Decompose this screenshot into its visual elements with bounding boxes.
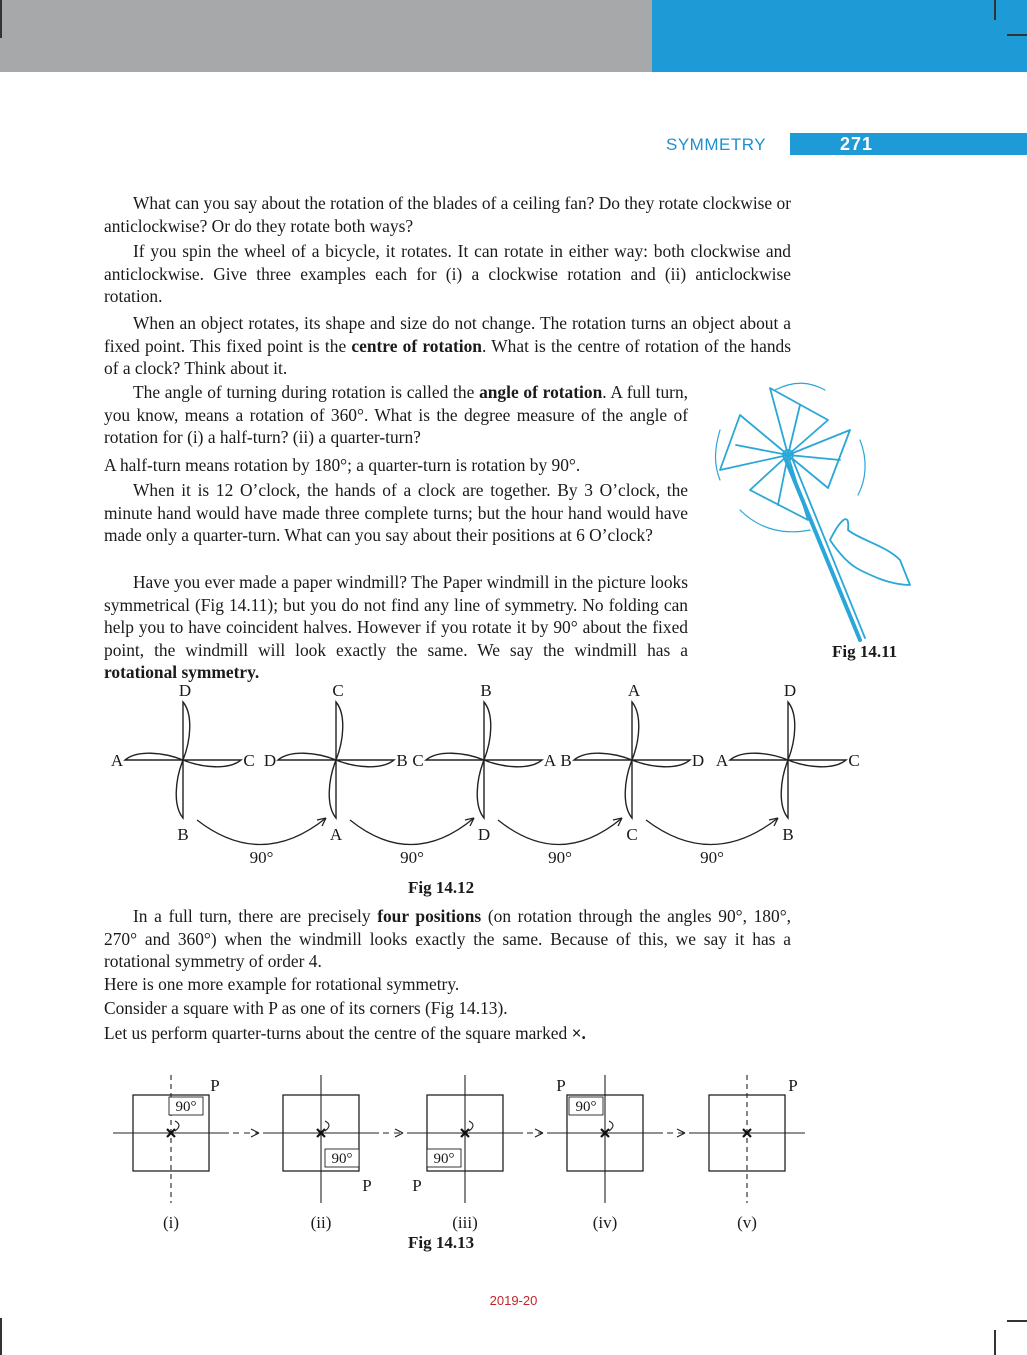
windmill-blade	[477, 760, 484, 818]
windmill-label-left: D	[263, 751, 277, 770]
windmill-blade	[632, 760, 690, 767]
windmill-blade	[781, 760, 788, 818]
windmill-blade	[125, 753, 183, 760]
angle-label: 90°	[249, 848, 274, 867]
windmill-blade	[788, 702, 795, 760]
corner-label-P: P	[210, 1076, 220, 1095]
windmill-label-top: C	[332, 681, 344, 700]
square-3	[407, 1075, 523, 1232]
rotation-arrow	[175, 1121, 179, 1131]
square-5	[689, 1075, 805, 1232]
windmill-blade	[574, 753, 632, 760]
square-rotation-figure	[0, 1070, 1027, 1230]
crop-mark	[994, 0, 996, 20]
square-label: (iv)	[592, 1213, 618, 1232]
windmill-2	[264, 681, 408, 844]
corner-label-P: P	[412, 1176, 422, 1195]
angle-label: 90°	[331, 1151, 353, 1167]
windmill-label-right: D	[691, 751, 705, 770]
paragraph-quarter-turns: Let us perform quarter-turns about the centre of the square marked ×.	[104, 1023, 586, 1043]
windmill-blade	[730, 753, 788, 760]
paragraph-angle-of-rotation: The angle of turning during rotation is called the angle of rotation. A full turn, you know, means a rotation of 360°. What is the degree measure of the angle of rotation for (i) a half-turn? (ii) a quarter-turn?	[104, 382, 689, 448]
paragraph-ceiling-fan: What can you say about the rotation of the blades of a ceiling fan? Do they rotate clockwise or anticlockwise? Or do they rotate both ways?	[104, 193, 791, 236]
windmill-label-right: C	[848, 751, 860, 770]
term-rotational-symmetry: rotational symmetry.	[104, 662, 260, 683]
square-label: (iii)	[452, 1213, 478, 1232]
paragraph-half-turn: A half-turn means rotation by 180°; a quarter-turn is rotation by 90°.	[104, 455, 581, 475]
rotation-arrow	[609, 1121, 613, 1131]
windmill-blade	[176, 760, 183, 818]
square-4	[547, 1075, 663, 1232]
angle-label: 90°	[700, 848, 724, 867]
windmill-label-bottom: B	[177, 825, 189, 844]
windmill-label-left: A	[110, 751, 124, 770]
figure-caption-14-13: Fig 14.13	[408, 1233, 475, 1252]
header-band-gray	[0, 0, 652, 72]
windmill-label-top: D	[783, 681, 797, 700]
windmill-label-left: A	[715, 751, 729, 770]
paragraph-centre-of-rotation: When an object rotates, its shape and size do not change. The rotation turns an object about a fixed point. This fixed point is the centre of rotation. What is the centre of rotation of the hands of a clock? Think about it.	[104, 313, 791, 379]
windmill-blade	[336, 760, 394, 767]
rotation-arc	[197, 818, 326, 845]
paragraph-four-positions: In a full turn, there are precisely four positions (on rotation through the angles 90°, 180°, 270° and 360°) when the windmill looks exactly the same. Because of this, we say it has a rotational symmetry of order 4.	[104, 906, 791, 972]
figure-caption-14-11: Fig 14.11	[832, 642, 898, 661]
angle-label: 90°	[575, 1099, 597, 1115]
square-label: (ii)	[310, 1213, 332, 1232]
page-number: 271	[790, 133, 1027, 155]
rotation-arc	[498, 818, 622, 845]
windmill-1	[111, 681, 255, 844]
windmill-blade	[336, 702, 343, 760]
crop-mark	[1007, 1320, 1027, 1322]
rotation-arrow	[325, 1121, 329, 1131]
rotation-arc	[646, 818, 778, 845]
square-label: (v)	[737, 1213, 757, 1232]
windmill-blade	[484, 760, 542, 767]
pinwheel-illustration	[700, 370, 920, 650]
angle-label: 90°	[433, 1151, 455, 1167]
crop-mark	[1007, 34, 1027, 36]
corner-label-P: P	[556, 1076, 566, 1095]
windmill-blade	[426, 753, 484, 760]
square-1	[113, 1075, 229, 1232]
term-centre-of-rotation: centre of rotation	[351, 335, 482, 356]
windmill-label-right: C	[243, 751, 255, 770]
windmill-label-top: B	[480, 681, 492, 700]
windmill-label-left: B	[560, 751, 572, 770]
paragraph-one-more-example: Here is one more example for rotational symmetry.	[104, 974, 460, 994]
term-angle-of-rotation: angle of rotation	[479, 382, 603, 402]
windmill-3	[412, 681, 557, 844]
windmill-5	[716, 681, 860, 844]
windmill-label-bottom: B	[782, 825, 794, 844]
windmill-blade	[329, 760, 336, 818]
corner-label-P: P	[362, 1176, 372, 1195]
windmill-label-left: C	[412, 751, 424, 770]
windmill-blade	[484, 702, 491, 760]
corner-label-P: P	[788, 1076, 798, 1095]
windmill-label-top: D	[178, 681, 192, 700]
windmill-label-right: B	[396, 751, 408, 770]
paragraph-clock-hands: When it is 12 O’clock, the hands of a clock are together. By 3 O’clock, the minute hand would have made three complete turns; but the hour hand would have made only a quarter-turn. What can you say about their positions at 6 O’clock?	[104, 480, 688, 546]
term-four-positions: four positions	[377, 906, 482, 926]
windmill-blade	[278, 753, 336, 760]
footer-year: 2019-20	[489, 1293, 538, 1308]
header-band-blue	[652, 0, 1027, 72]
rotation-arc	[350, 818, 474, 845]
windmill-label-top: A	[627, 681, 641, 700]
windmill-4	[560, 681, 704, 844]
angle-label: 90°	[400, 848, 424, 867]
angle-label: 90°	[175, 1099, 197, 1115]
rotation-arrow	[469, 1121, 473, 1131]
windmill-blade	[625, 760, 632, 818]
windmill-label-bottom: C	[626, 825, 638, 844]
running-header-title: SYMMETRY	[666, 135, 767, 154]
windmill-label-bottom: A	[329, 825, 343, 844]
windmill-label-right: A	[543, 751, 557, 770]
angle-label: 90°	[548, 848, 572, 867]
windmill-blade	[788, 760, 846, 767]
windmill-blade	[183, 760, 241, 767]
paragraph-paper-windmill: Have you ever made a paper windmill? The Paper windmill in the picture looks symmetrical (Fig 14.11); but you do not find any line of symmetry. No folding can help you to have coincident halves. However if you rotate it by 90° about the fixed point, the windmill will look exactly the same. We say the windmill has a rotational symmetry.	[104, 572, 688, 683]
windmill-blade	[632, 702, 639, 760]
square-2	[263, 1075, 379, 1232]
figure-caption-14-12: Fig 14.12	[408, 878, 475, 897]
paragraph-consider-square: Consider a square with P as one of its corners (Fig 14.13).	[104, 998, 508, 1018]
windmill-rotation-figure	[0, 680, 1027, 900]
crop-mark	[0, 1318, 2, 1355]
square-label: (i)	[162, 1213, 180, 1232]
windmill-label-bottom: D	[477, 825, 491, 844]
crop-mark	[994, 1330, 996, 1355]
paragraph-bicycle-wheel: If you spin the wheel of a bicycle, it rotates. It can rotate in either way: both clockwise and anticlockwise. Give three examples each for (i) a clockwise rotation and (ii) anticlockwise rotation.	[104, 241, 791, 307]
crop-mark	[0, 0, 2, 38]
windmill-blade	[183, 702, 190, 760]
